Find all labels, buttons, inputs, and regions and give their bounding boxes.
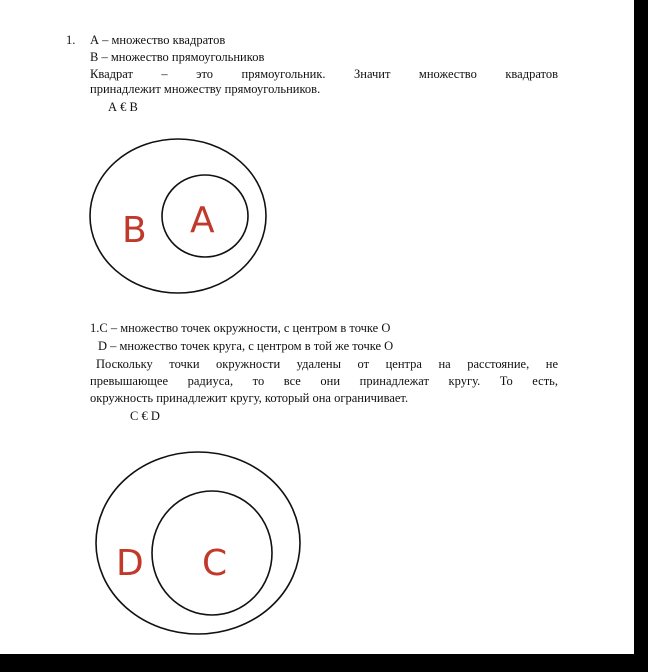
venn-diagram-ab xyxy=(80,130,280,300)
reasoning-line-1: Поскольку точки окружности удалены от центра на расстояние, не xyxy=(96,357,558,371)
explanation-line-2: принадлежит множеству прямоугольников. xyxy=(90,82,321,96)
formula-a-in-b: А € В xyxy=(108,100,138,114)
venn-label-c: C xyxy=(202,543,228,584)
reasoning-line-3: окружность принадлежит кругу, который она ограничивает. xyxy=(90,391,409,405)
definition-b: В – множество прямоугольников xyxy=(90,50,265,64)
definition-d: D – множество точек круга, с центром в той же точке О xyxy=(98,339,394,353)
formula-c-in-d: С € D xyxy=(130,409,160,423)
definition-a: А – множество квадратов xyxy=(90,33,226,47)
explanation-line-1: Квадрат – это прямоугольник. Значит множество квадратов xyxy=(90,67,558,81)
venn-label-a: A xyxy=(190,200,215,241)
venn-label-b: B xyxy=(122,210,147,251)
definition-c: 1.С – множество точек окружности, с центром в точке О xyxy=(90,321,391,335)
venn-label-d: D xyxy=(116,543,144,584)
outer-set-circle-b xyxy=(90,139,266,293)
reasoning-line-2: превышающее радиуса, то все они принадлежат кругу. То есть, xyxy=(90,374,558,388)
item-number: 1. xyxy=(66,33,76,47)
venn-diagram-cd xyxy=(90,445,310,635)
